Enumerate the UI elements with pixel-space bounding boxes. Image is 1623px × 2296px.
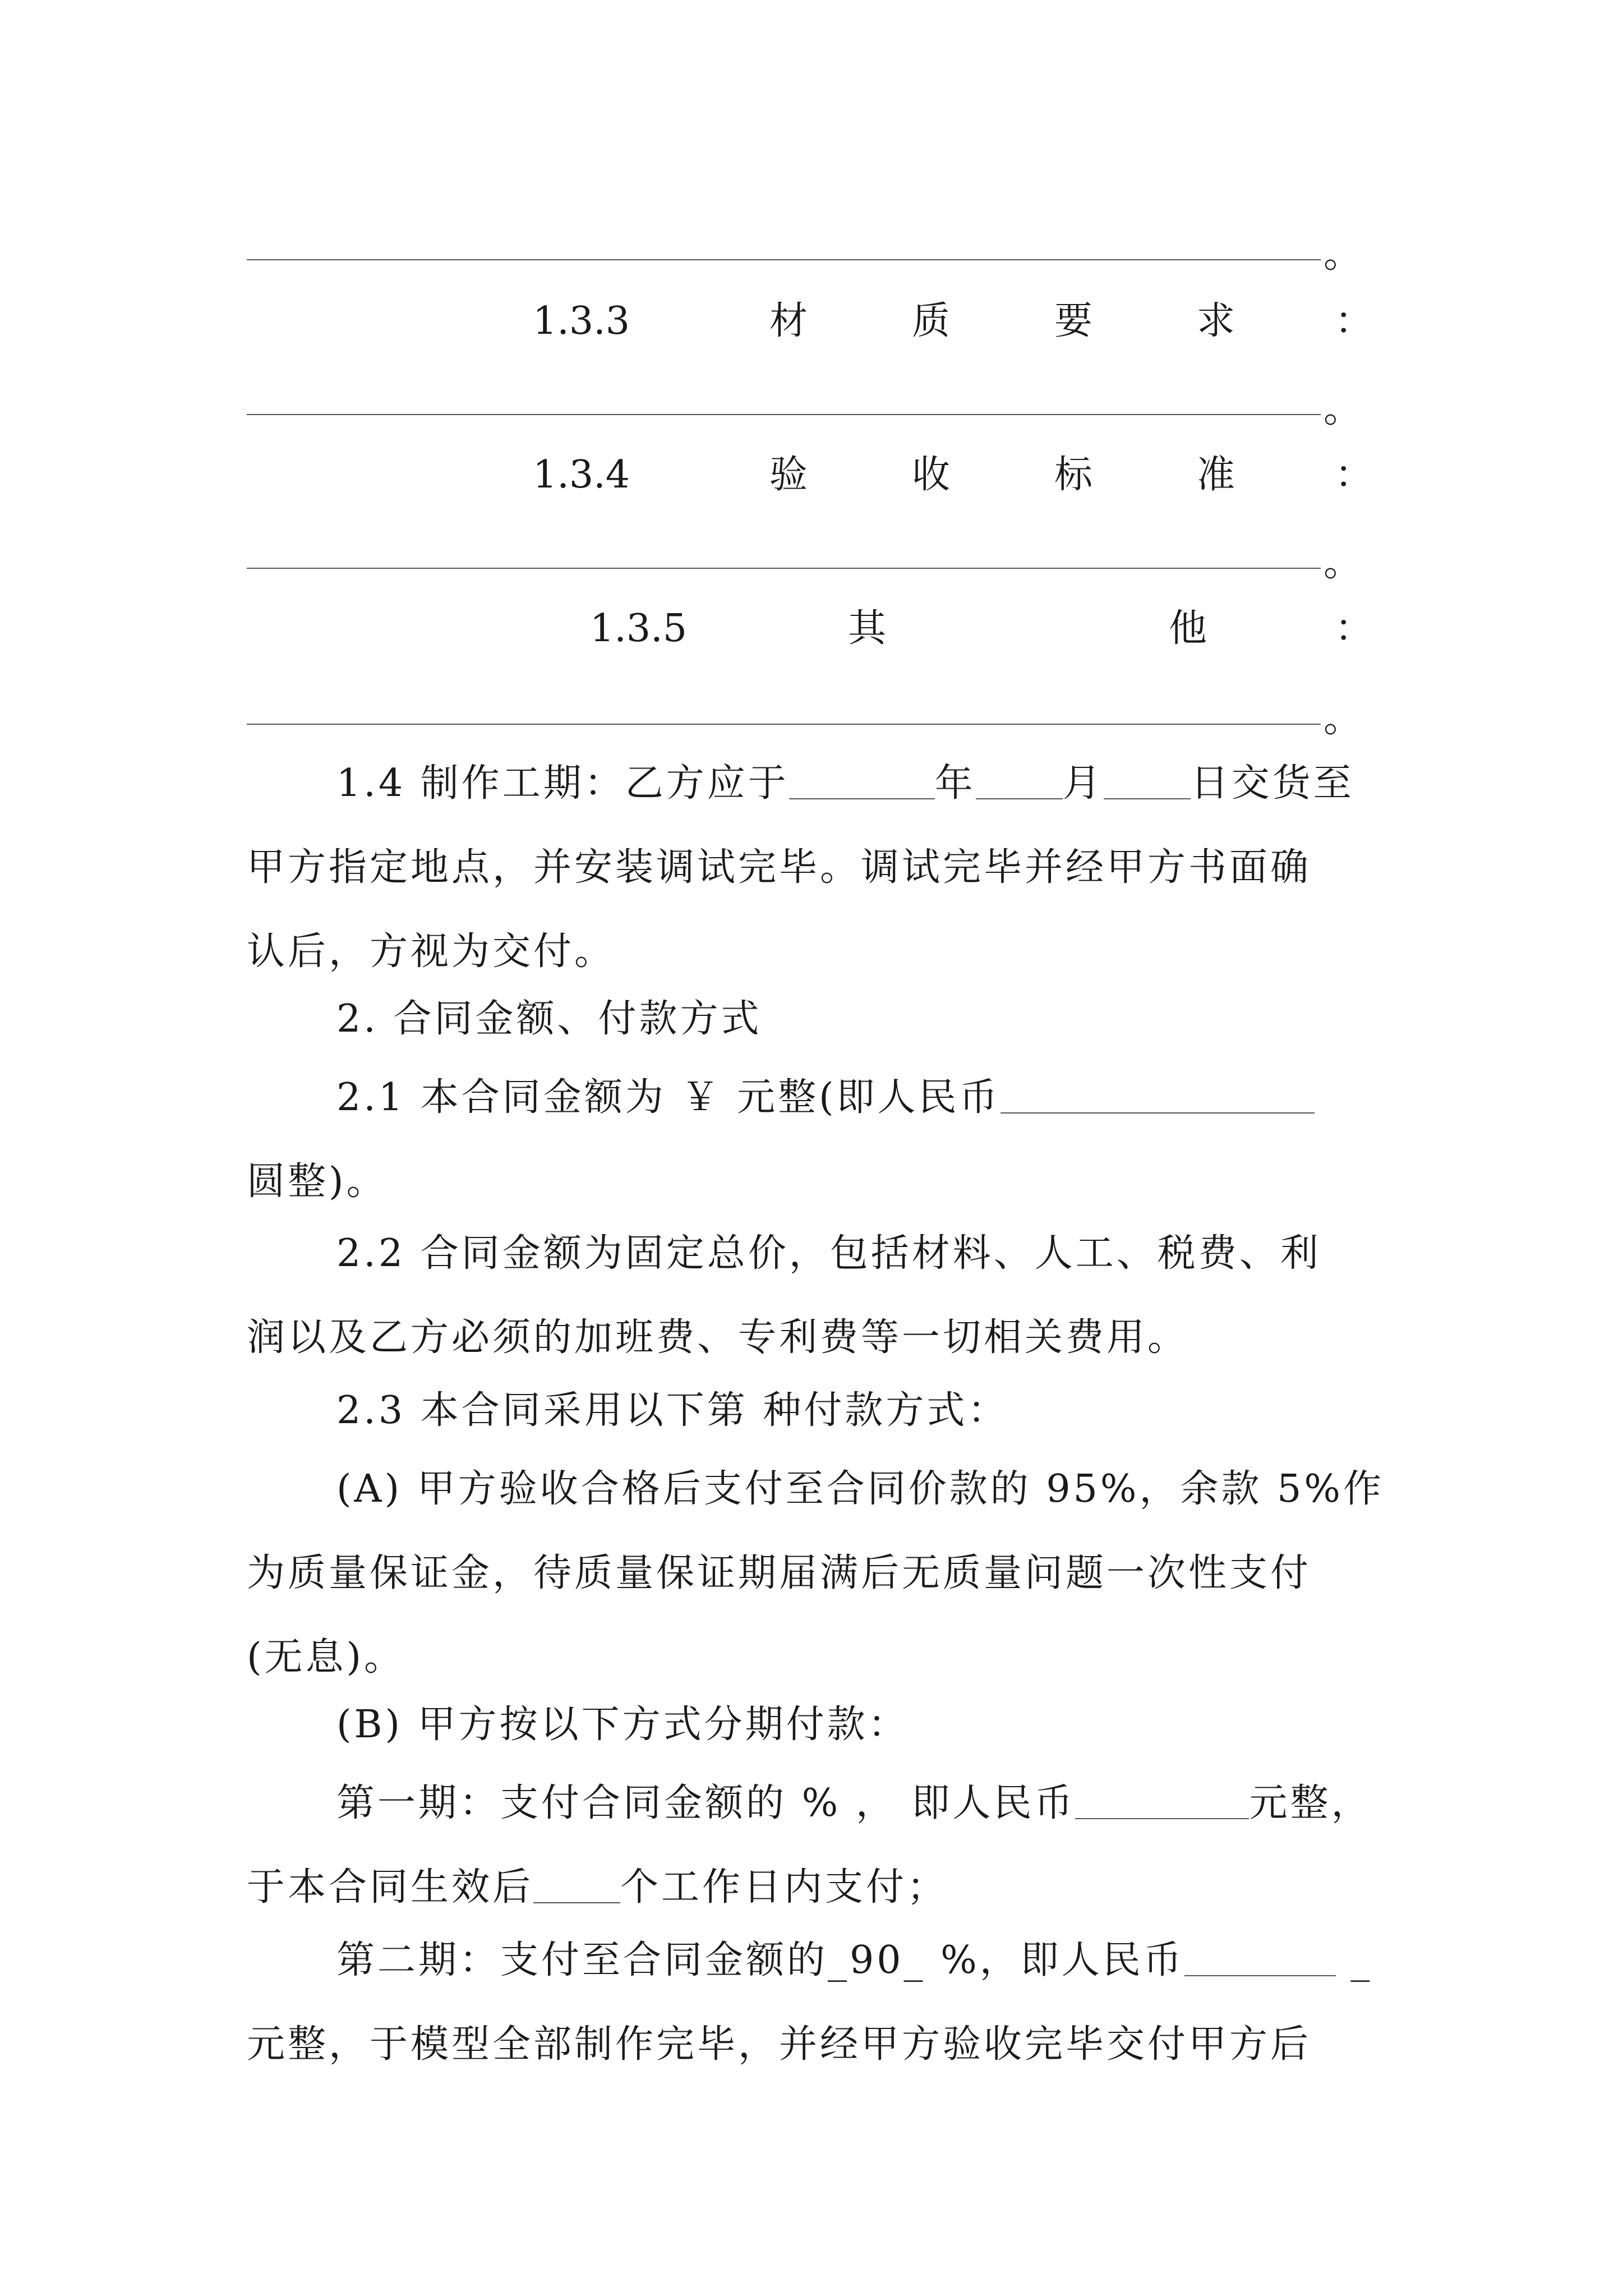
blank-phase2-amount: [1184, 1936, 1336, 1976]
text-line: (A) 甲方验收合格后支付至合同价款的 95%，余款 5%作: [336, 1467, 1385, 1511]
section-colon: ：: [1335, 299, 1373, 343]
fill-in-line-1-3-5: [247, 724, 1321, 725]
text-line: (B) 甲方按以下方式分期付款：: [336, 1703, 909, 1747]
payment-phase-1: [247, 1761, 1385, 1930]
section-char: 收: [912, 453, 951, 497]
paragraph-2-3: [247, 1369, 1385, 1453]
text-line: 第一期：支付合同金额的 % ， 即人民币 元整，: [247, 1761, 1385, 1846]
blank-month: [976, 759, 1063, 799]
section-char: 准: [1197, 453, 1235, 497]
section-char: 他: [1169, 606, 1207, 651]
text-line: (无息)。: [247, 1635, 405, 1680]
blank-workdays: [533, 1863, 620, 1903]
paragraph-1-4: [247, 742, 1385, 994]
period-2: 。: [1324, 387, 1362, 431]
period-4: 。: [1324, 697, 1362, 741]
fill-in-line-1-3-3: [247, 414, 1321, 415]
text-line: 1.4 制作工期：乙方应于 年 月 日交货至: [247, 742, 1385, 826]
section-char: 其: [848, 606, 887, 651]
heading-2: [247, 977, 1385, 1061]
text-line: 元整，于模型全部制作完毕，并经甲方验收完毕交付甲方后: [247, 2022, 1312, 2067]
fill-in-line-1-3-4: [247, 568, 1321, 569]
section-colon: ：: [1335, 453, 1373, 497]
blank-phase1-amount: [1075, 1779, 1249, 1819]
blank-day: [1104, 759, 1191, 799]
text-line: 2.3 本合同采用以下第 种付款方式：: [336, 1388, 1009, 1433]
section-char: 验: [769, 453, 808, 497]
paragraph-2-1: [247, 1056, 1385, 1224]
text-line: 于本合同生效后 个工作日内支付；: [247, 1846, 1385, 1930]
section-1-3-4: [0, 450, 1623, 500]
text-line: 2.2 合同金额为固定总价，包括材料、人工、税费、利: [336, 1231, 1321, 1276]
fill-in-line-1: [247, 259, 1321, 260]
section-char: 要: [1054, 299, 1093, 343]
section-1-3-5: [0, 604, 1623, 654]
text-line: 2. 合同金额、付款方式: [336, 997, 762, 1041]
section-number: 1.3.5: [590, 606, 688, 651]
section-char: 质: [912, 299, 951, 343]
option-a: [247, 1447, 1385, 1700]
period-1: 。: [1324, 232, 1362, 277]
option-b: [247, 1683, 1385, 1767]
section-char: 标: [1054, 453, 1093, 497]
text-line: 第二期：支付至合同金额的_90_ %，即人民币 _: [247, 1918, 1385, 2003]
section-colon: ：: [1335, 606, 1373, 651]
section-1-3-3: [0, 296, 1623, 347]
text-line: 润以及乙方必须的加班费、专利费等一切相关费用。: [247, 1315, 1189, 1360]
section-char: 求: [1197, 299, 1235, 343]
text-line: 圆整)。: [247, 1159, 388, 1204]
paragraph-2-2: [247, 1212, 1385, 1380]
text-line: 2.1 本合同金额为 ￥ 元整(即人民币: [247, 1056, 1385, 1140]
period-3: 。: [1324, 541, 1362, 585]
text-line: 甲方指定地点，并安装调试完毕。调试完毕并经甲方书面确: [247, 845, 1312, 890]
section-char: 材: [769, 299, 808, 343]
section-number: 1.3.3: [533, 299, 630, 343]
section-number: 1.3.4: [533, 453, 630, 497]
text-line: 为质量保证金，待质量保证期届满后无质量问题一次性支付: [247, 1551, 1312, 1595]
payment-phase-2: [247, 1918, 1385, 2087]
blank-year: [789, 759, 935, 799]
blank-amount-rmb: [1000, 1073, 1315, 1114]
text-line: 认后，方视为交付。: [247, 930, 616, 974]
